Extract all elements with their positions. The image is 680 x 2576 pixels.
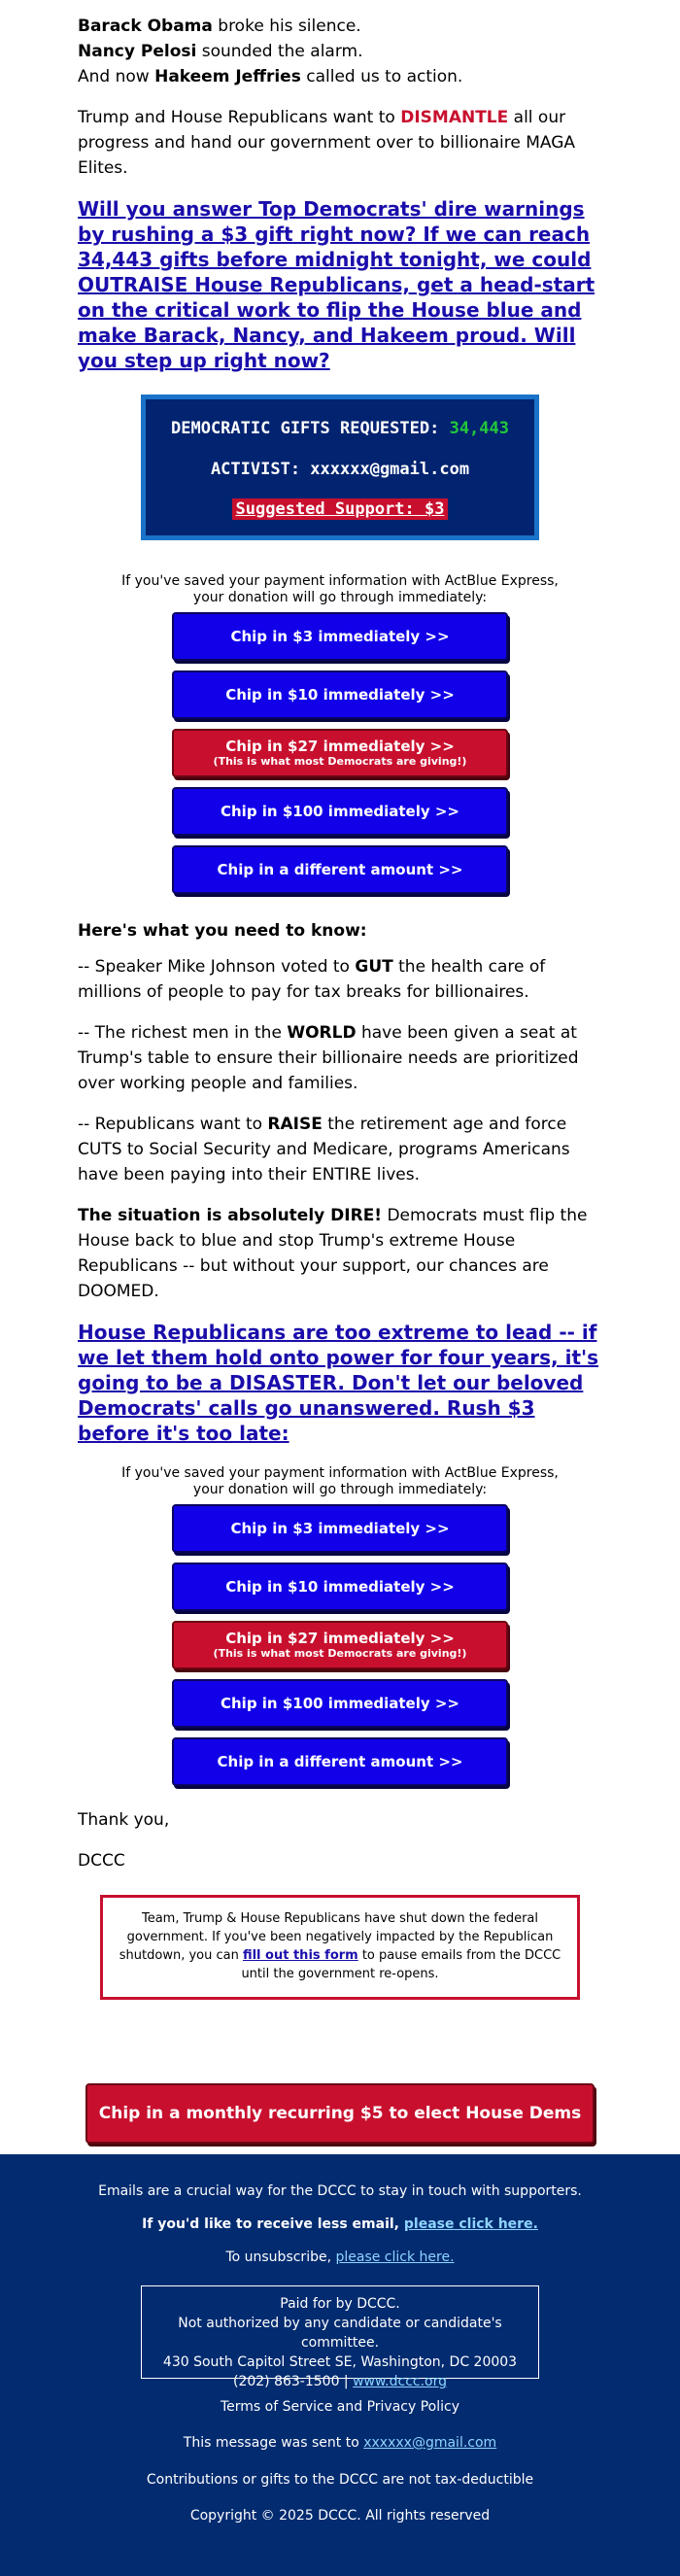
chip-3-button[interactable]: Chip in $3 immediately >>	[172, 612, 508, 661]
situation-paragraph: The situation is absolutely DIRE! Democrats must flip the House back to blue and stop Trump's extreme House Republicans -- but without your support, our chances are DOOMED.	[78, 1206, 588, 1301]
donate-link-bottom[interactable]: House Republicans are too extreme to lead -- if we let them hold onto power for four years, it's going to be a DISASTER. Don't let our beloved Democrats' calls go unanswered. Rush $3 before it's too late:	[78, 1321, 599, 1445]
name-pelosi: Nancy Pelosi	[78, 42, 197, 61]
paid-for-box: Paid for by DCCC. Not authorized by any candidate or candidate's committee. 430 South Capitol Street SE, Washington, DC 20003 (202) 863-1500 | www.dccc.org	[141, 2285, 539, 2379]
dccc-site-link[interactable]: www.dccc.org	[353, 2374, 448, 2389]
donate-link-top[interactable]: Will you answer Top Democrats' dire warnings by rushing a $3 gift right now? If we can reach 34,443 gifts before midnight tonight, we could OUTRAISE House Republicans, get a head-start on the critical work to flip the House blue and make Barack, Nancy, and Hakeem proud. Will you step up right now?	[78, 197, 595, 372]
unsubscribe-link[interactable]: please click here.	[335, 2250, 455, 2265]
gifts-count: 34,443	[449, 419, 509, 438]
gifts-requested-box: DEMOCRATIC GIFTS REQUESTED: 34,443 ACTIVIST: xxxxxx@gmail.com Suggested Support: $3	[141, 395, 539, 540]
donation-buttons-bottom	[78, 1504, 602, 1786]
chip-100-button[interactable]: Chip in $100 immediately >>	[172, 1679, 508, 1728]
footer-crucial: Emails are a crucial way for the DCCC to stay in touch with supporters.	[98, 2183, 582, 2199]
express-note: If you've saved your payment information with ActBlue Express, your donation will go through immediately:	[121, 573, 559, 605]
chip-other-button[interactable]: Chip in a different amount >>	[172, 1737, 508, 1786]
chip-10-button[interactable]: Chip in $10 immediately >>	[172, 1563, 508, 1611]
name-obama: Barack Obama	[78, 17, 213, 36]
bullet-gut: -- Speaker Mike Johnson voted to GUT the health care of millions of people to pay for tax breaks for billionaires.	[78, 957, 546, 1002]
footer-less-email: If you'd like to receive less email, please click here.	[142, 2216, 538, 2232]
chip-10-button[interactable]: Chip in $10 immediately >>	[172, 670, 508, 719]
terms-link[interactable]: Terms of Service and Privacy Policy	[220, 2399, 459, 2415]
name-jeffries: Hakeem Jeffries	[154, 67, 301, 86]
monthly-recurring-button[interactable]: Chip in a monthly recurring $5 to elect House Dems	[85, 2083, 595, 2144]
footer	[0, 2154, 680, 2576]
activist-email: xxxxxx@gmail.com	[310, 460, 470, 479]
footer-sent-to: This message was sent to xxxxxx@gmail.com	[183, 2435, 497, 2451]
know-heading: Here's what you need to know:	[78, 921, 367, 941]
thanks-text: Thank you,	[78, 1810, 170, 1830]
express-note-2: If you've saved your payment information with ActBlue Express, your donation will go through immediately:	[121, 1465, 559, 1497]
dismantle-paragraph: Trump and House Republicans want to DISMANTLE all our progress and hand our government over to billionaire MAGA Elites.	[78, 108, 576, 178]
donation-buttons-top	[78, 612, 602, 894]
recipient-email-link[interactable]: xxxxxx@gmail.com	[363, 2435, 497, 2451]
chip-27-button[interactable]: Chip in $27 immediately >> (This is what most Democrats are giving!)	[172, 1621, 508, 1669]
footer-copyright: Copyright © 2025 DCCC. All rights reserved	[189, 2508, 491, 2524]
less-email-link[interactable]: please click here.	[403, 2216, 538, 2232]
fill-form-link[interactable]: fill out this form	[242, 1948, 358, 1963]
bullet-world: -- The richest men in the WORLD have been given a seat at Trump's table to ensure their billionaire needs are prioritized over working people and families.	[78, 1023, 579, 1093]
chip-3-button[interactable]: Chip in $3 immediately >>	[172, 1504, 508, 1553]
chip-other-button[interactable]: Chip in a different amount >>	[172, 845, 508, 894]
intro-lines: Barack Obama broke his silence. Nancy Pelosi sounded the alarm. And now Hakeem Jeffries called us to action.	[78, 17, 463, 86]
bullet-raise: -- Republicans want to RAISE the retirement age and force CUTS to Social Security and Medicare, programs Americans have been paying into their ENTIRE lives.	[78, 1115, 570, 1185]
footer-tax: Contributions or gifts to the DCCC are not tax-deductible	[146, 2472, 534, 2488]
chip-27-button[interactable]: Chip in $27 immediately >> (This is what most Democrats are giving!)	[172, 729, 508, 777]
chip-100-button[interactable]: Chip in $100 immediately >>	[172, 787, 508, 836]
email-body	[78, 0, 602, 2144]
suggested-support-link[interactable]: Suggested Support: $3	[232, 498, 449, 520]
footer-unsubscribe: To unsubscribe, please click here.	[225, 2250, 455, 2265]
shutdown-notice-box: Team, Trump & House Republicans have shut down the federal government. If you've been negatively impacted by the Republican shutdown, you can fill out this form to pause emails from the DCCC until the government re-opens.	[100, 1895, 580, 2000]
signature: DCCC	[78, 1851, 125, 1871]
